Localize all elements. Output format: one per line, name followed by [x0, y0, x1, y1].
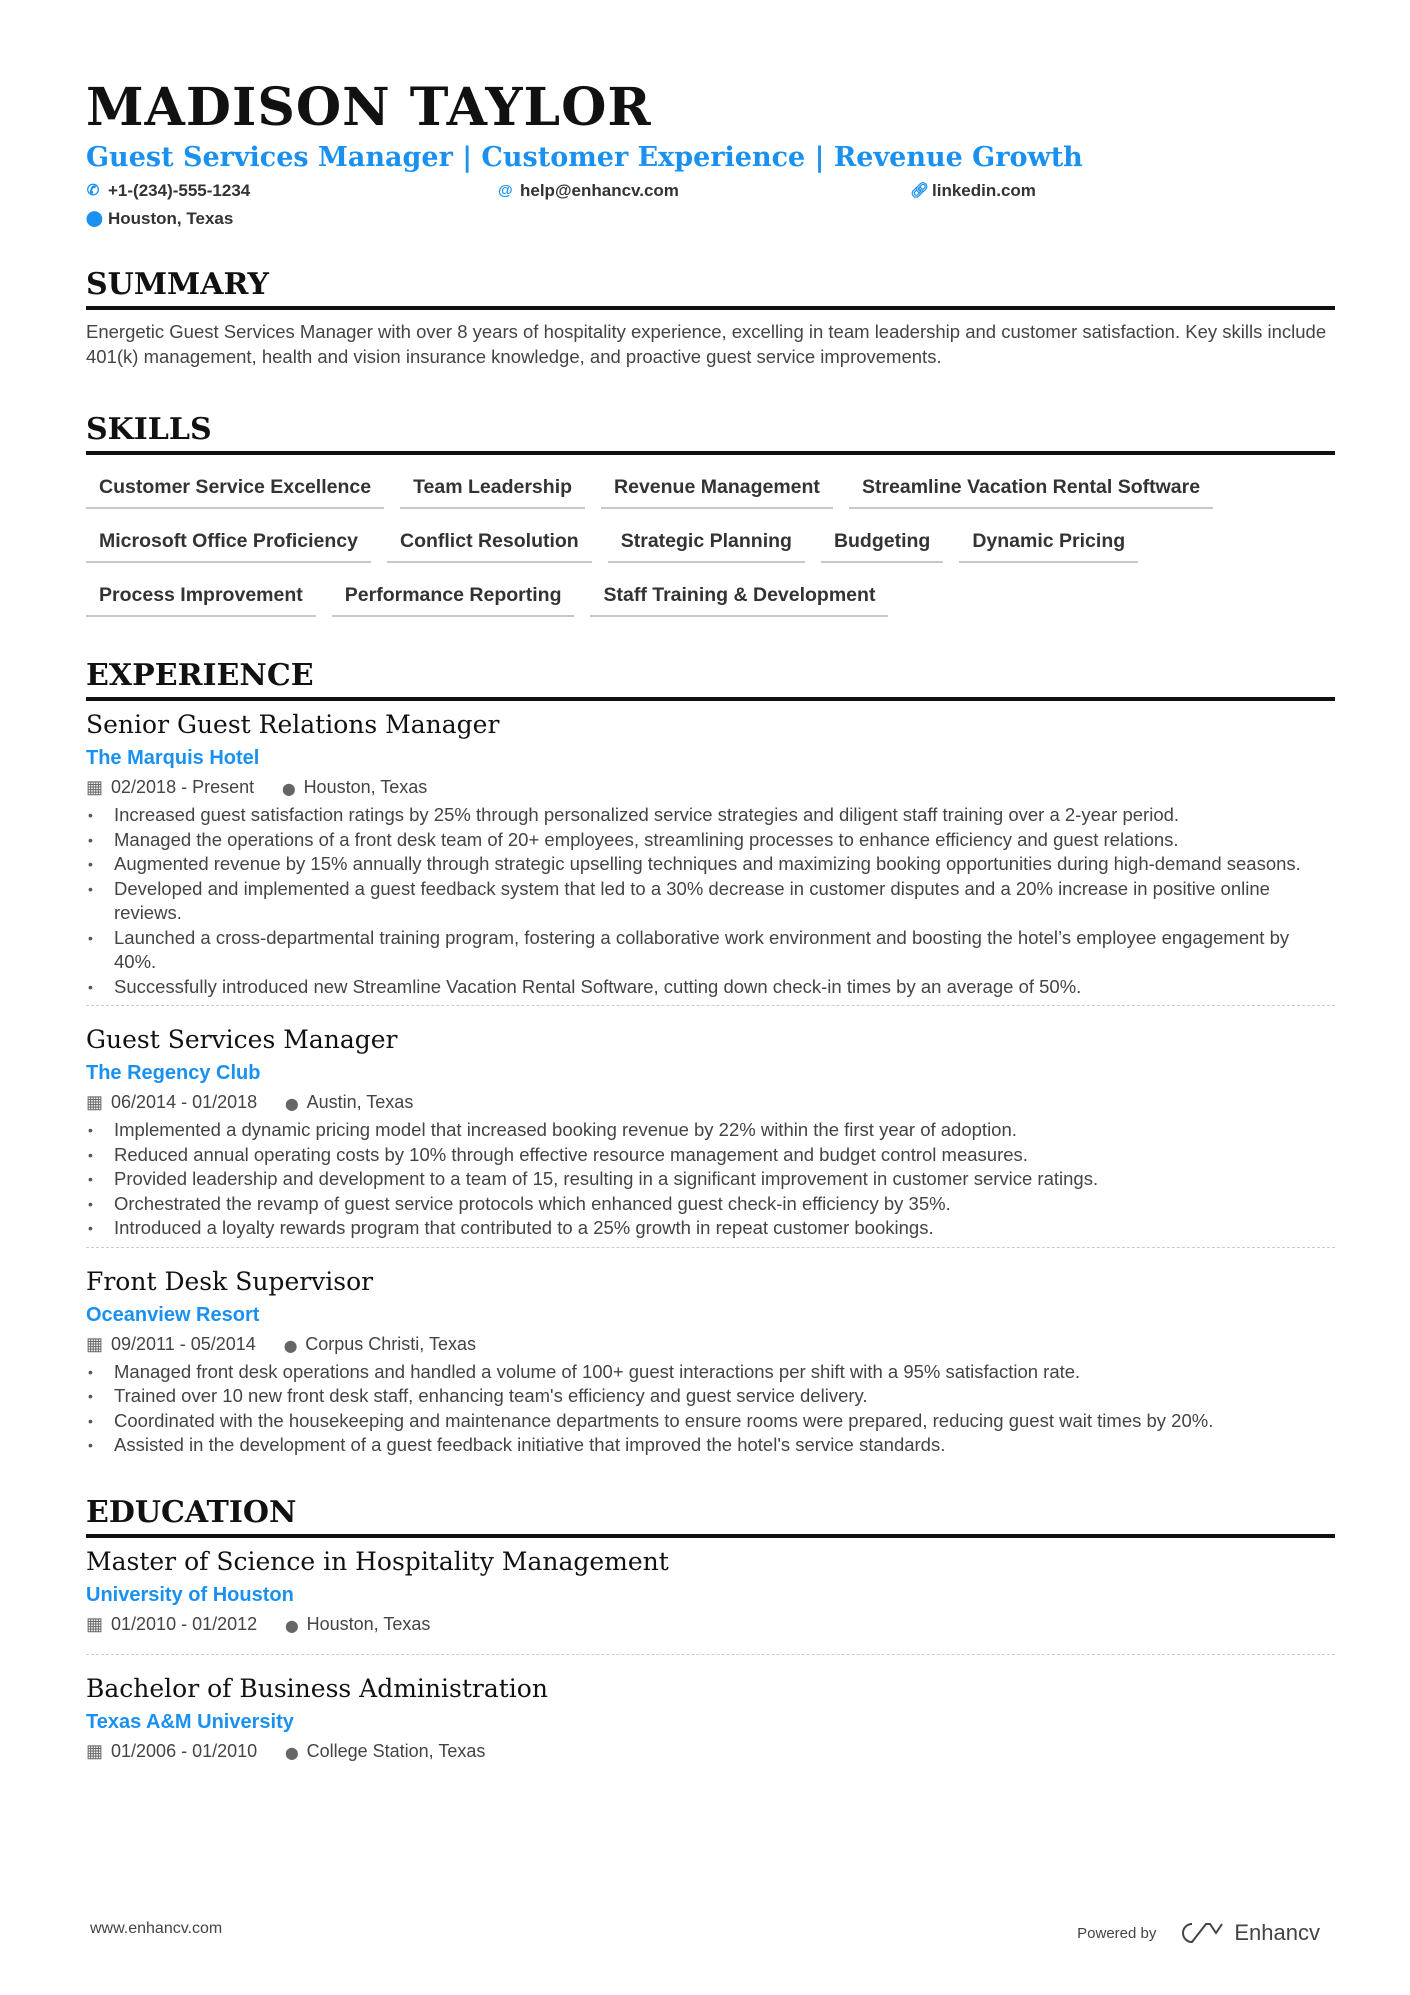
linkedin[interactable]: linkedin.com — [932, 181, 1036, 200]
bullet: • Reduced annual operating costs by 10% through effective resource management and budget control measures. — [86, 1143, 1335, 1168]
skill-tag: Strategic Planning — [608, 525, 805, 563]
candidate-name: MADISON TAYLOR — [86, 77, 652, 138]
bullet: • Launched a cross-departmental training program, fostering a collaborative work environment and boosting the hotel’s employee engagement by 40%. — [86, 926, 1335, 975]
education-section — [86, 1494, 1335, 1781]
company[interactable]: Oceanview Resort — [86, 1303, 260, 1326]
location-group — [284, 1330, 476, 1360]
bullet: • Provided leadership and development to a team of 15, resulting in a significant improvement in customer service ratings. — [86, 1167, 1335, 1192]
skill-tag: Performance Reporting — [332, 579, 575, 617]
summary-section — [86, 266, 1335, 369]
bullet: • Introduced a loyalty rewards program that contributed to a 25% growth in repeat customer bookings. — [86, 1216, 1335, 1241]
skill-tag: Process Improvement — [86, 579, 316, 617]
bullet: • Successfully introduced new Streamline Vacation Rental Software, cutting down check-in times by an average of 50%. — [86, 975, 1335, 1000]
section-title: EXPERIENCE — [86, 657, 1335, 701]
calendar-icon: ▦ — [86, 1092, 104, 1112]
bullet: • Trained over 10 new front desk staff, enhancing team's efficiency and guest service delivery. — [86, 1384, 1335, 1409]
skill-tag: Microsoft Office Proficiency — [86, 525, 371, 563]
bullet-list — [86, 803, 1335, 999]
location-pin-icon: ⬤ — [285, 1618, 299, 1633]
location-pin-icon: ⬤ — [285, 1745, 299, 1760]
bullet: • Managed the operations of a front desk team of 20+ employees, streamlining processes to enhance efficiency and guest relations. — [86, 828, 1335, 853]
skills-section — [86, 411, 1335, 617]
dates-group — [86, 1610, 257, 1640]
location-group — [282, 773, 427, 803]
school[interactable]: University of Houston — [86, 1583, 294, 1606]
dates: 02/2018 - Present — [111, 777, 255, 797]
calendar-icon: ▦ — [86, 1613, 104, 1634]
enhancv-logo-icon — [1178, 1921, 1224, 1945]
section-title: SUMMARY — [86, 266, 1335, 310]
location-row — [86, 206, 1335, 232]
job-title: Front Desk Supervisor — [86, 1266, 374, 1296]
bullet: • Managed front desk operations and handled a volume of 100+ guest interactions per shift with a 95% satisfaction rate. — [86, 1360, 1335, 1385]
degree: Master of Science in Hospitality Management — [86, 1546, 669, 1576]
dates-group — [86, 1088, 257, 1118]
link-icon: 🔗︎ — [910, 182, 930, 199]
company[interactable]: The Marquis Hotel — [86, 747, 260, 769]
location-pin-icon: ⬤ — [86, 210, 103, 227]
skill-tag: Customer Service Excellence — [86, 471, 384, 509]
brand-name: Enhancv — [1234, 1920, 1320, 1945]
location: Houston, Texas — [108, 209, 234, 228]
date-location-row — [86, 1610, 1335, 1640]
bullet: • Orchestrated the revamp of guest service protocols which enhanced guest check-in efficiency by 35%. — [86, 1192, 1335, 1217]
enhancv-logo[interactable] — [1178, 1920, 1320, 1946]
dates-group — [86, 773, 254, 803]
email[interactable]: help@enhancv.com — [520, 181, 679, 200]
dates: 09/2011 - 05/2014 — [111, 1333, 256, 1354]
date-location-row — [86, 1737, 1335, 1767]
bullet: • Assisted in the development of a guest feedback initiative that improved the hotel's service standards. — [86, 1433, 1335, 1458]
location-group — [285, 1737, 485, 1767]
dates-group — [86, 1737, 257, 1767]
dates: 01/2006 - 01/2010 — [111, 1740, 258, 1761]
bullet: • Increased guest satisfaction ratings by 25% through personalized service strategies and diligent staff training over a 2-year period. — [86, 803, 1335, 828]
location: Corpus Christi, Texas — [305, 1333, 476, 1354]
skill-tag: Staff Training & Development — [590, 579, 888, 617]
section-title: SKILLS — [86, 411, 1335, 455]
section-title: EDUCATION — [86, 1494, 1335, 1538]
location-group — [285, 1610, 430, 1640]
location-pin-icon: ⬤ — [282, 782, 296, 796]
dates: 06/2014 - 01/2018 — [111, 1092, 258, 1112]
phone: +1-(234)-555-1234 — [108, 181, 251, 200]
at-icon: @ — [498, 182, 513, 199]
location: College Station, Texas — [306, 1740, 486, 1761]
location: Houston, Texas — [306, 1613, 431, 1634]
footer — [90, 1920, 1320, 1946]
location: Houston, Texas — [303, 777, 428, 797]
dates: 01/2010 - 01/2012 — [111, 1613, 258, 1634]
contact-row — [86, 178, 1335, 204]
date-location-row — [86, 1330, 1335, 1360]
education-entry — [86, 1654, 1335, 1781]
bullet-list — [86, 1118, 1335, 1241]
dates-group — [86, 1330, 256, 1360]
resume — [86, 78, 1335, 1781]
summary-text: Energetic Guest Services Manager with over 8 years of hospitality experience, excelling in team leadership and customer satisfaction. Key skills include 401(k) management, health and vision insurance knowledge, and proactive guest service improvements. — [86, 321, 1327, 367]
degree: Bachelor of Business Administration — [86, 1673, 548, 1703]
job-entry — [86, 1005, 1335, 1247]
job-entry — [86, 707, 1335, 1005]
location: Austin, Texas — [306, 1092, 414, 1112]
skill-tag: Dynamic Pricing — [959, 525, 1138, 563]
headline: Guest Services Manager | Customer Experience | Revenue Growth — [86, 142, 1083, 173]
skill-tag: Budgeting — [821, 525, 943, 563]
bullet: • Augmented revenue by 15% annually through strategic upselling techniques and maximizing booking opportunities during high-demand seasons. — [86, 852, 1335, 877]
website[interactable]: www.enhancv.com — [90, 1920, 223, 1937]
phone-icon: ✆ — [86, 182, 100, 199]
job-entry — [86, 1247, 1335, 1464]
skill-tag: Conflict Resolution — [387, 525, 592, 563]
school[interactable]: Texas A&M University — [86, 1710, 294, 1733]
calendar-icon: ▦ — [86, 1333, 104, 1354]
company[interactable]: The Regency Club — [86, 1062, 261, 1084]
job-title: Senior Guest Relations Manager — [86, 710, 500, 739]
location-group — [285, 1088, 413, 1118]
experience-section — [86, 657, 1335, 1464]
location-pin-icon: ⬤ — [283, 1338, 298, 1353]
date-location-row — [86, 1088, 1335, 1118]
skill-tag: Streamline Vacation Rental Software — [849, 471, 1213, 509]
location-pin-icon: ⬤ — [285, 1097, 299, 1111]
bullet: • Implemented a dynamic pricing model that increased booking revenue by 22% within the first year of adoption. — [86, 1118, 1335, 1143]
skill-tag: Team Leadership — [400, 471, 585, 509]
bullet: • Developed and implemented a guest feedback system that led to a 30% decrease in customer disputes and a 20% increase in positive online reviews. — [86, 877, 1335, 926]
bullet-list — [86, 1360, 1335, 1458]
calendar-icon: ▦ — [86, 777, 104, 797]
bullet: • Coordinated with the housekeeping and maintenance departments to ensure rooms were prepared, reducing guest wait times by 20%. — [86, 1409, 1335, 1434]
date-location-row — [86, 773, 1335, 803]
powered-by: Powered by — [1077, 1924, 1157, 1942]
calendar-icon: ▦ — [86, 1740, 104, 1761]
skill-tag: Revenue Management — [601, 471, 833, 509]
job-title: Guest Services Manager — [86, 1025, 398, 1054]
education-entry — [86, 1544, 1335, 1654]
